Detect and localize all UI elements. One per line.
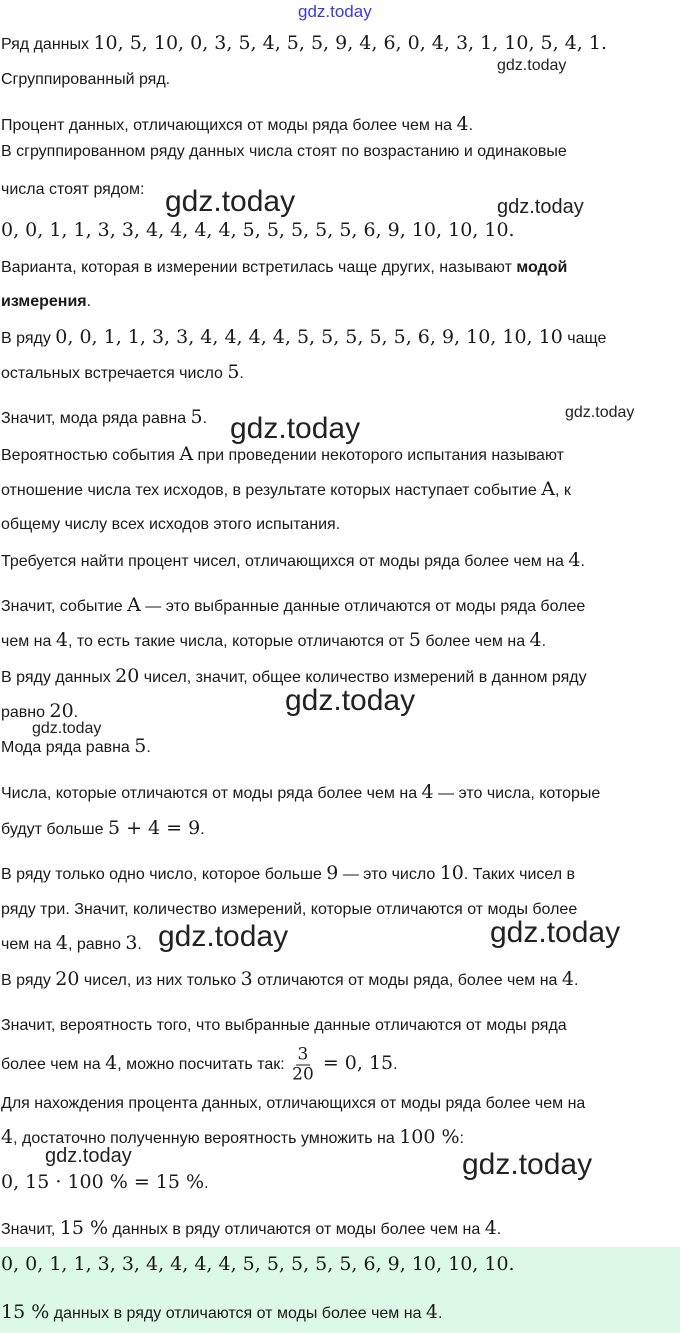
math-expression: 4 (425, 1301, 439, 1323)
text: Значит, вероятность того, что выбранные данные отличаются от моды ряда (1, 1017, 567, 1034)
solution-line (1, 863, 575, 885)
text: В ряду данных (1, 669, 116, 686)
text: — это выбранные данные отличаются от моды ряда более (140, 598, 586, 615)
math-expression: 3 (240, 968, 253, 990)
math-expression: 20 (49, 700, 74, 722)
text: Значит, событие (1, 598, 128, 615)
math-expression: A (179, 443, 194, 465)
math-expression: 4 (105, 1052, 118, 1075)
watermark: gdz.today (497, 57, 567, 75)
text: Числа, которые отличаются от моды ряда более чем на (1, 785, 422, 802)
math-expression: 20 (115, 665, 140, 687)
watermark: gdz.today (32, 720, 102, 738)
math-expression: 0, 15 · 100 % = 15 % (1, 1171, 205, 1193)
watermark: gdz.today (298, 1, 372, 21)
text: отличаются от моды ряда, более чем на (252, 972, 562, 989)
bold-term: измерения (1, 293, 87, 310)
text: В ряду (1, 972, 56, 989)
text: Ряд данных (1, 36, 94, 53)
solution-line (1, 933, 142, 955)
text: . (468, 117, 474, 134)
text: Значит, мода ряда равна (1, 410, 191, 427)
math-expression: 10, 5, 10, 0, 3, 5, 4, 5, 5, 9, 4, 6, 0, 4, 3, 1, 10, 5, 4, 1. (93, 32, 608, 54)
text: Варианта, которая в измерении встретилась чаще других, называют (1, 259, 517, 276)
text: В ряду только одно число, которое больше (1, 866, 327, 883)
solution-line (1, 362, 244, 384)
math-expression: A (127, 594, 141, 616)
text: чаще (562, 330, 607, 347)
math-expression: 4 (484, 1217, 497, 1239)
solution-line (1, 114, 473, 136)
watermark: gdz.today (285, 684, 416, 717)
watermark: gdz.today (158, 920, 289, 953)
watermark: gdz.today (490, 916, 621, 949)
math-expression: 4 (55, 932, 68, 954)
math-expression: 5 (190, 406, 203, 428)
text: — это числа, которые (433, 785, 601, 802)
watermark: gdz.today (565, 404, 635, 422)
solution-line (1, 550, 585, 572)
math-expression: = 0, 15 (316, 1052, 394, 1075)
text: общему числу всех исходов этого испытания. (1, 516, 341, 533)
text: . (573, 972, 579, 989)
solution-line (1, 1046, 398, 1085)
solution-line (1, 142, 567, 162)
text: В сгруппированном ряду данных числа стоят по возрастанию и одинаковые (1, 143, 567, 160)
solution-line (1, 736, 151, 758)
text: . (200, 821, 205, 838)
text: ряду три. Значит, количество измерений, которые отличаются от моды более (1, 901, 578, 918)
math-expression: 4 (529, 629, 542, 651)
math-expression: 15 % (59, 1217, 109, 1239)
text: . (73, 704, 79, 721)
math-expression: 5 + 4 = 9 (107, 817, 201, 839)
math-expression: 4 (55, 629, 68, 651)
solution-line (1, 1172, 209, 1194)
watermark: gdz.today (462, 1148, 593, 1181)
text: Вероятностью события (1, 447, 180, 464)
solution-line (1, 444, 564, 466)
solution-line (1, 479, 571, 501)
math-expression: 4 (421, 781, 434, 803)
text: отношение числа тех исходов, в результате которых наступает событие (1, 482, 542, 499)
math-expression: 4 (561, 968, 574, 990)
text: . (239, 365, 244, 382)
text: чем на (1, 936, 56, 953)
solution-line (1, 782, 600, 804)
bold-term: модой (516, 259, 568, 276)
math-expression: 20 (55, 968, 80, 990)
text: . (496, 1221, 502, 1238)
fraction (292, 1046, 314, 1085)
watermark: gdz.today (230, 412, 361, 445)
text: В ряду (1, 330, 56, 347)
solution-line (1, 1094, 585, 1114)
text: данных в ряду отличаются от моды более чем на (49, 1305, 426, 1322)
text: данных в ряду отличаются от моды более чем на (108, 1221, 485, 1238)
text: . (580, 553, 585, 570)
text: . (438, 1305, 443, 1322)
math-expression: 4 (568, 549, 581, 571)
answer-box (0, 1247, 680, 1333)
solution-line (1, 180, 145, 200)
text: Сгруппированный ряд. (1, 71, 171, 88)
solution-line (1, 1218, 501, 1240)
text: числа стоят рядом: (1, 181, 145, 198)
math-expression: 5 (408, 629, 421, 651)
fraction-denominator: 20 (292, 1064, 314, 1085)
text: . (204, 1175, 209, 1192)
text: более чем на (1, 1056, 106, 1074)
text: . (541, 633, 547, 650)
text: Процент данных, отличающихся от моды ряда более чем на (1, 117, 457, 134)
fraction-numerator: 3 (297, 1044, 309, 1065)
solution-line (1, 70, 170, 90)
solution-line (1, 292, 91, 312)
text: , то есть такие числа, которые отличаются от (67, 633, 409, 650)
math-expression: 100 % (399, 1126, 460, 1148)
math-expression: 4 (1, 1126, 14, 1148)
math-expression: 5 (134, 735, 147, 757)
text: Мода ряда равна (1, 739, 135, 756)
text: Требуется найти процент чисел, отличающихся от моды ряда более чем на (1, 553, 569, 570)
math-expression: 0, 0, 1, 1, 3, 3, 4, 4, 4, 4, 5, 5, 5, 5, 5, 6, 9, 10, 10, 10 (55, 326, 563, 348)
text: — это число (338, 866, 440, 883)
math-expression: 15 % (1, 1301, 50, 1323)
math-expression: 0, 0, 1, 1, 3, 3, 4, 4, 4, 4, 5, 5, 5, 5, 5, 6, 9, 10, 10, 10. (1, 219, 515, 241)
solution-line (1, 630, 546, 652)
text: . (202, 410, 208, 427)
solution-line (1, 595, 585, 617)
solution-line (1, 1016, 567, 1036)
math-expression: 9 (326, 862, 339, 884)
text: равно (1, 704, 50, 721)
text: . (137, 936, 142, 953)
solution-line (1, 33, 607, 55)
text: . Таких чисел в (463, 866, 576, 883)
math-expression: 4 (456, 113, 469, 135)
math-expression: A (541, 478, 555, 500)
text: при проведении некоторого испытания называют (193, 447, 564, 464)
text: чисел, значит, общее количество измерений в данном ряду (139, 669, 587, 686)
math-expression: 3 (125, 932, 138, 954)
text: Значит, (1, 1221, 60, 1238)
solution-line (1, 818, 205, 840)
solution-line (1, 407, 207, 429)
text: , достаточно полученную вероятность умножить на (13, 1130, 400, 1147)
text: , к (554, 482, 571, 499)
math-expression: 10 (439, 862, 464, 884)
text: остальных встречается число (1, 365, 228, 382)
math-expression: 0, 0, 1, 1, 3, 3, 4, 4, 4, 4, 5, 5, 5, 5, 5, 6, 9, 10, 10, 10. (1, 1253, 515, 1275)
solution-line (1, 220, 515, 242)
solution-line (1, 327, 606, 349)
text: будут больше (1, 821, 108, 838)
text: чем на (1, 633, 56, 650)
answer-line (1, 1254, 515, 1276)
text: более чем на (420, 633, 530, 650)
text: . (146, 739, 151, 756)
watermark: gdz.today (165, 185, 296, 218)
text: . (393, 1056, 398, 1074)
text: , равно (67, 936, 126, 953)
text: , можно посчитать так: (117, 1056, 290, 1074)
text: . (86, 293, 92, 310)
math-expression: 5 (227, 361, 240, 383)
answer-line (1, 1302, 442, 1324)
text: Для нахождения процента данных, отличающихся от моды ряда более чем на (1, 1095, 586, 1112)
solution-line (1, 969, 578, 991)
solution-line (1, 515, 340, 535)
watermark: gdz.today (45, 1145, 132, 1167)
watermark: gdz.today (497, 196, 584, 218)
text: чисел, из них только (79, 972, 241, 989)
text: : (459, 1130, 464, 1147)
solution-line (1, 258, 567, 278)
